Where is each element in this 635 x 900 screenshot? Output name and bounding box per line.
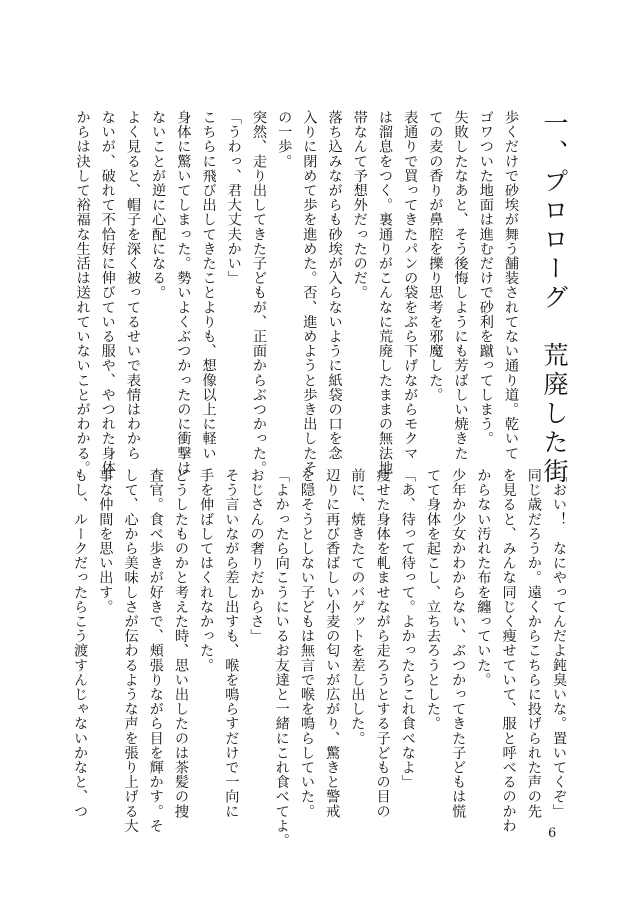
text-line: して、心から美味しさが伝わるような声を張り上げる大	[122, 468, 139, 833]
text-line: ないが、破れて不恰好に伸びている服や、やつれた身体	[99, 110, 116, 475]
text-line: もし、ルークだったらこう渡すんじゃないかなと、つ	[72, 468, 89, 819]
text-line: 歩くだけで砂埃が舞う舗装されてない通り道。乾いて	[503, 110, 519, 461]
text-line: を隠そうとしない子どもは無言で喉を鳴らしていた。	[298, 468, 315, 819]
text-line: からない汚れた布を纏っていた。	[475, 468, 492, 687]
text-line: 少年か少女かわからない、ぶつかってきた子どもは慌	[450, 468, 467, 819]
text-line: からは決して裕福な生活は送れていないことがわかる。	[74, 110, 91, 475]
text-line: 「おい！ なにやってんだよ鈍臭いな。置いてくぞ」	[551, 468, 567, 819]
text-line: そう言いながら差し出すも、喉を鳴らすだけで一向に	[223, 468, 240, 819]
text-line: 「あ、待って待って。よかったらこれ食べなよ」	[399, 468, 416, 790]
text-line: 表通りで買ってきたパンの袋をぶら下げながらモクマ	[402, 110, 419, 461]
text-line: 失敗したなあと、そう後悔しようにも芳ばしい焼きた	[452, 110, 469, 461]
text-line: 落ち込みながらも砂埃が入らないように紙袋の口を念	[326, 110, 343, 461]
text-line: 辺りに再び香ばしい小麦の匂いが広がり、驚きと警戒	[324, 468, 341, 819]
text-line: 痩せた身体を軋ませながら走ろうとする子どもの目の	[374, 468, 391, 819]
top-text-block	[69, 110, 569, 487]
text-line: よく見ると、帽子を深く被ってるせいで表情はわから	[124, 110, 141, 461]
text-line: の一歩。	[276, 110, 293, 169]
text-line: 前に、焼きたてのバゲットを差し出した。	[349, 468, 366, 746]
text-line: 入りに閉めて歩を進めた。否、進めようと歩き出したそ	[301, 110, 318, 475]
text-line: 同じ歳だろうか。遠くからこちらに投げられた声の先	[525, 468, 542, 819]
text-line: 「うわっ、君大丈夫かい」	[225, 110, 242, 286]
text-line: 査官。食べ歩きが好きで、頬張りながら目を輝かす。そ	[147, 468, 164, 833]
text-line: は溜息をつく。裏通りがこんなに荒廃したままの無法地	[376, 110, 393, 475]
text-line: 突然、走り出してきた子どもが、正面からぶつかった。	[250, 110, 267, 475]
text-line: ての麦の香りが鼻腔を擽り思考を邪魔した。	[427, 110, 444, 402]
text-line: てて身体を起こし、立ち去ろうとした。	[424, 468, 441, 731]
text-line: どうしたものかと考えた時、思い出したのは茶髪の捜	[172, 468, 189, 819]
bottom-text-block	[67, 468, 571, 848]
text-line: ゴワついた地面は進むだけで砂利を蹴ってしまう。	[477, 110, 494, 446]
text-line: 事な仲間を思い出す。	[97, 468, 114, 614]
text-line: こちらに飛び出してきたことよりも、想像以上に軽い	[200, 110, 217, 461]
text-line: 身体に驚いてしまった。勢いよくぶつかったのに衝撃は	[175, 110, 192, 475]
page-number: 6	[548, 826, 557, 841]
text-line: ないことが逆に心配になる。	[150, 110, 167, 300]
text-line: 「よかったら向こうにいるお友達と一緒にこれ食べてよ。	[273, 468, 290, 848]
text-line: 帯なんて予想外だったのだ。	[351, 110, 368, 300]
chapter-title: 一、プロローグ 荒廃した街	[540, 110, 569, 487]
text-line: 手を伸ばしてはくれなかった。	[198, 468, 215, 673]
text-line: を見ると、みんな同じく痩せていて、服と呼べるのかわ	[500, 468, 517, 833]
text-line: おじさんの奢りだからさ」	[248, 468, 265, 644]
